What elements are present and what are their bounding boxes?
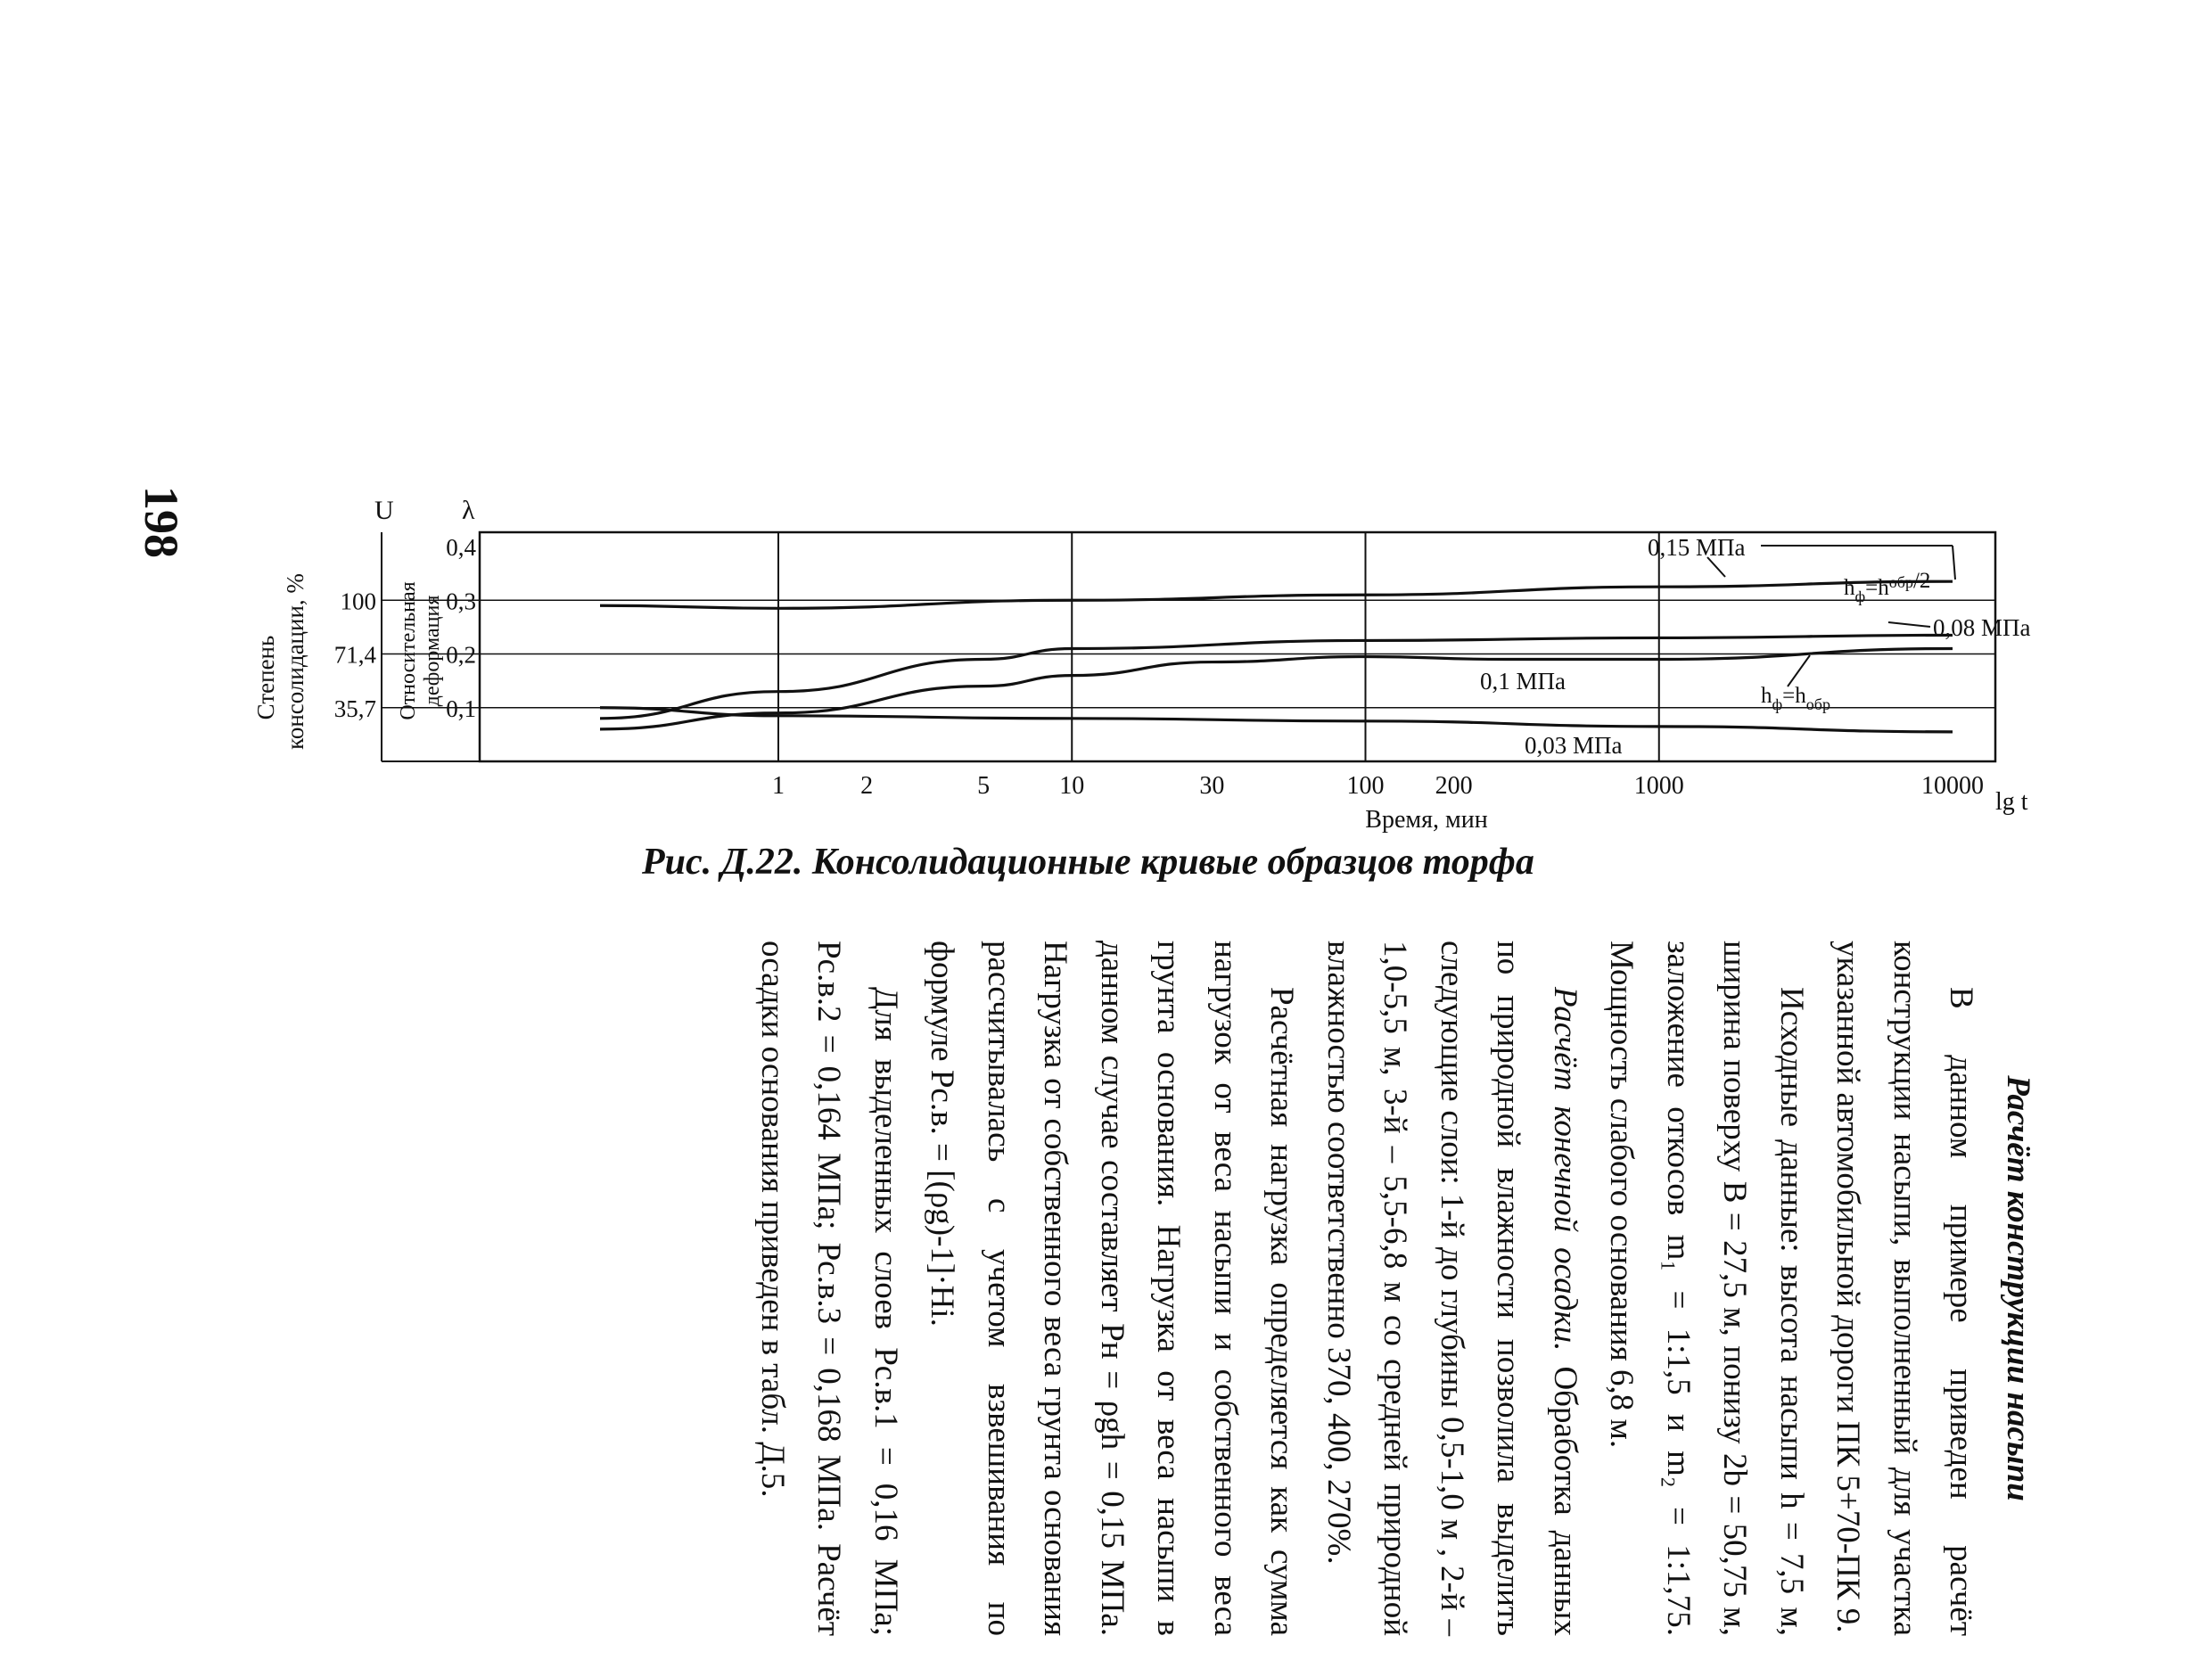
figure-caption: Рис. Д.22. Консолидационные кривые образцов торфа [642,842,1534,883]
lambda-axis-title-2: деформация [421,595,444,707]
paragraph-5: Для выделенных слоев Pс.в.1 = 0,16 МПа; Pс.в.2 = 0,164 МПа; Pс.в.3 = 0,168 МПа. Расчёт осадки основания приведен в табл. Д.5. [754,941,904,1636]
paragraph-4: Расчётная нагрузка определяется как сумма нагрузок от веса насыпи и собственного веса грунта основания. Нагрузка от веса насыпи в данном случае составляет Pн = ρgh = 0,15 МПа. Нагрузка от собственного веса грунта основания рассчитывалась с учетом взвешивания по формуле Pс.в. = [(ρg)-1]·Hi. [924,941,1301,1636]
svg-text:hф=hобр: $h_ф=h_{обр}$ [1761,684,1830,713]
x-tick-label: 10 [1059,772,1085,800]
svg-text:hф=hобр/2: $h_ф=h^{обр}/2$ [1844,569,1931,605]
leader-h-full [1788,655,1810,686]
x-axis-label-lgt: lg t [1995,788,2028,816]
u-axis-title-1: Степень [252,635,279,720]
x-tick-label: 200 [1435,772,1473,800]
x-tick-label: 2 [860,772,874,800]
lambda-tick-label: 0,3 [446,588,476,615]
x-tick-label: 5 [977,772,991,800]
u-tick-label: 35,7 [333,695,376,722]
paragraph-2: Исходные данные: высота насыпи h = 7,5 м, ширина поверху В = 27,5 м, понизу 2b = 50,75 м, заложение откосов m₁ = 1:1,5 и m₂ = 1:1,75. Мощность слабого основания 6,8 м. [1603,941,1810,1636]
lambda-tick-label: 0,2 [446,641,476,669]
x-tick-label: 1 [772,772,785,800]
leader-015c [1953,546,1955,580]
label-h-full [1761,684,1830,713]
u-tick-labels [334,588,377,722]
label-01-mpa: 0,1 МПа [1480,668,1566,695]
page-number: 198 [135,486,188,558]
paragraph-3 [1311,941,1594,1636]
x-axis-label: Время, мин [1365,806,1488,834]
lambda-tick-labels [446,534,476,722]
paragraph-3-rest: Обработка данных по природной влажности позволила выделить следующие слои: 1-й до глубины 0,5-1,0 м , 2-й – 1,0-5,5 м, 3-й – 5,5-6,8 м со средней природной влажностью соответственно 370, 400, 270%. [1320,941,1583,1636]
label-015-mpa: 0,15 МПа [1648,534,1746,561]
lambda-tick-label: 0,1 [446,695,476,722]
leader-008 [1888,622,1930,627]
x-tick-labels [772,772,1984,800]
series-line [600,635,1953,718]
x-tick-label: 10000 [1921,772,1984,800]
section-heading: Расчёт конструкции насыпи [2000,1075,2036,1501]
lambda-axis-title-1: Относительная [397,581,420,720]
label-008-mpa: 0,08 МПа [1933,614,2031,641]
paragraph-1: В данном примере приведен расчёт конструкции насыпи, выполненный для участка указанной автомобильной дороги ПК 5+70-ПК 9. [1830,941,1980,1636]
u-tick-label: 100 [340,588,376,615]
series-curves [600,581,1953,732]
label-003-mpa: 0,03 МПа [1525,732,1623,759]
paragraph-3-lead: Расчёт конечной осадки. [1547,987,1583,1352]
x-tick-label: 100 [1346,772,1385,800]
lambda-symbol: λ [462,496,475,525]
series-line [600,581,1953,608]
rotated-text-column [441,941,2046,1636]
x-tick-label: 30 [1199,772,1225,800]
u-tick-label: 71,4 [333,641,376,669]
lambda-tick-label: 0,4 [446,534,476,561]
u-symbol: U [374,496,394,525]
x-tick-label: 1000 [1633,772,1684,800]
u-axis-title-2: консолидации, % [282,573,308,750]
